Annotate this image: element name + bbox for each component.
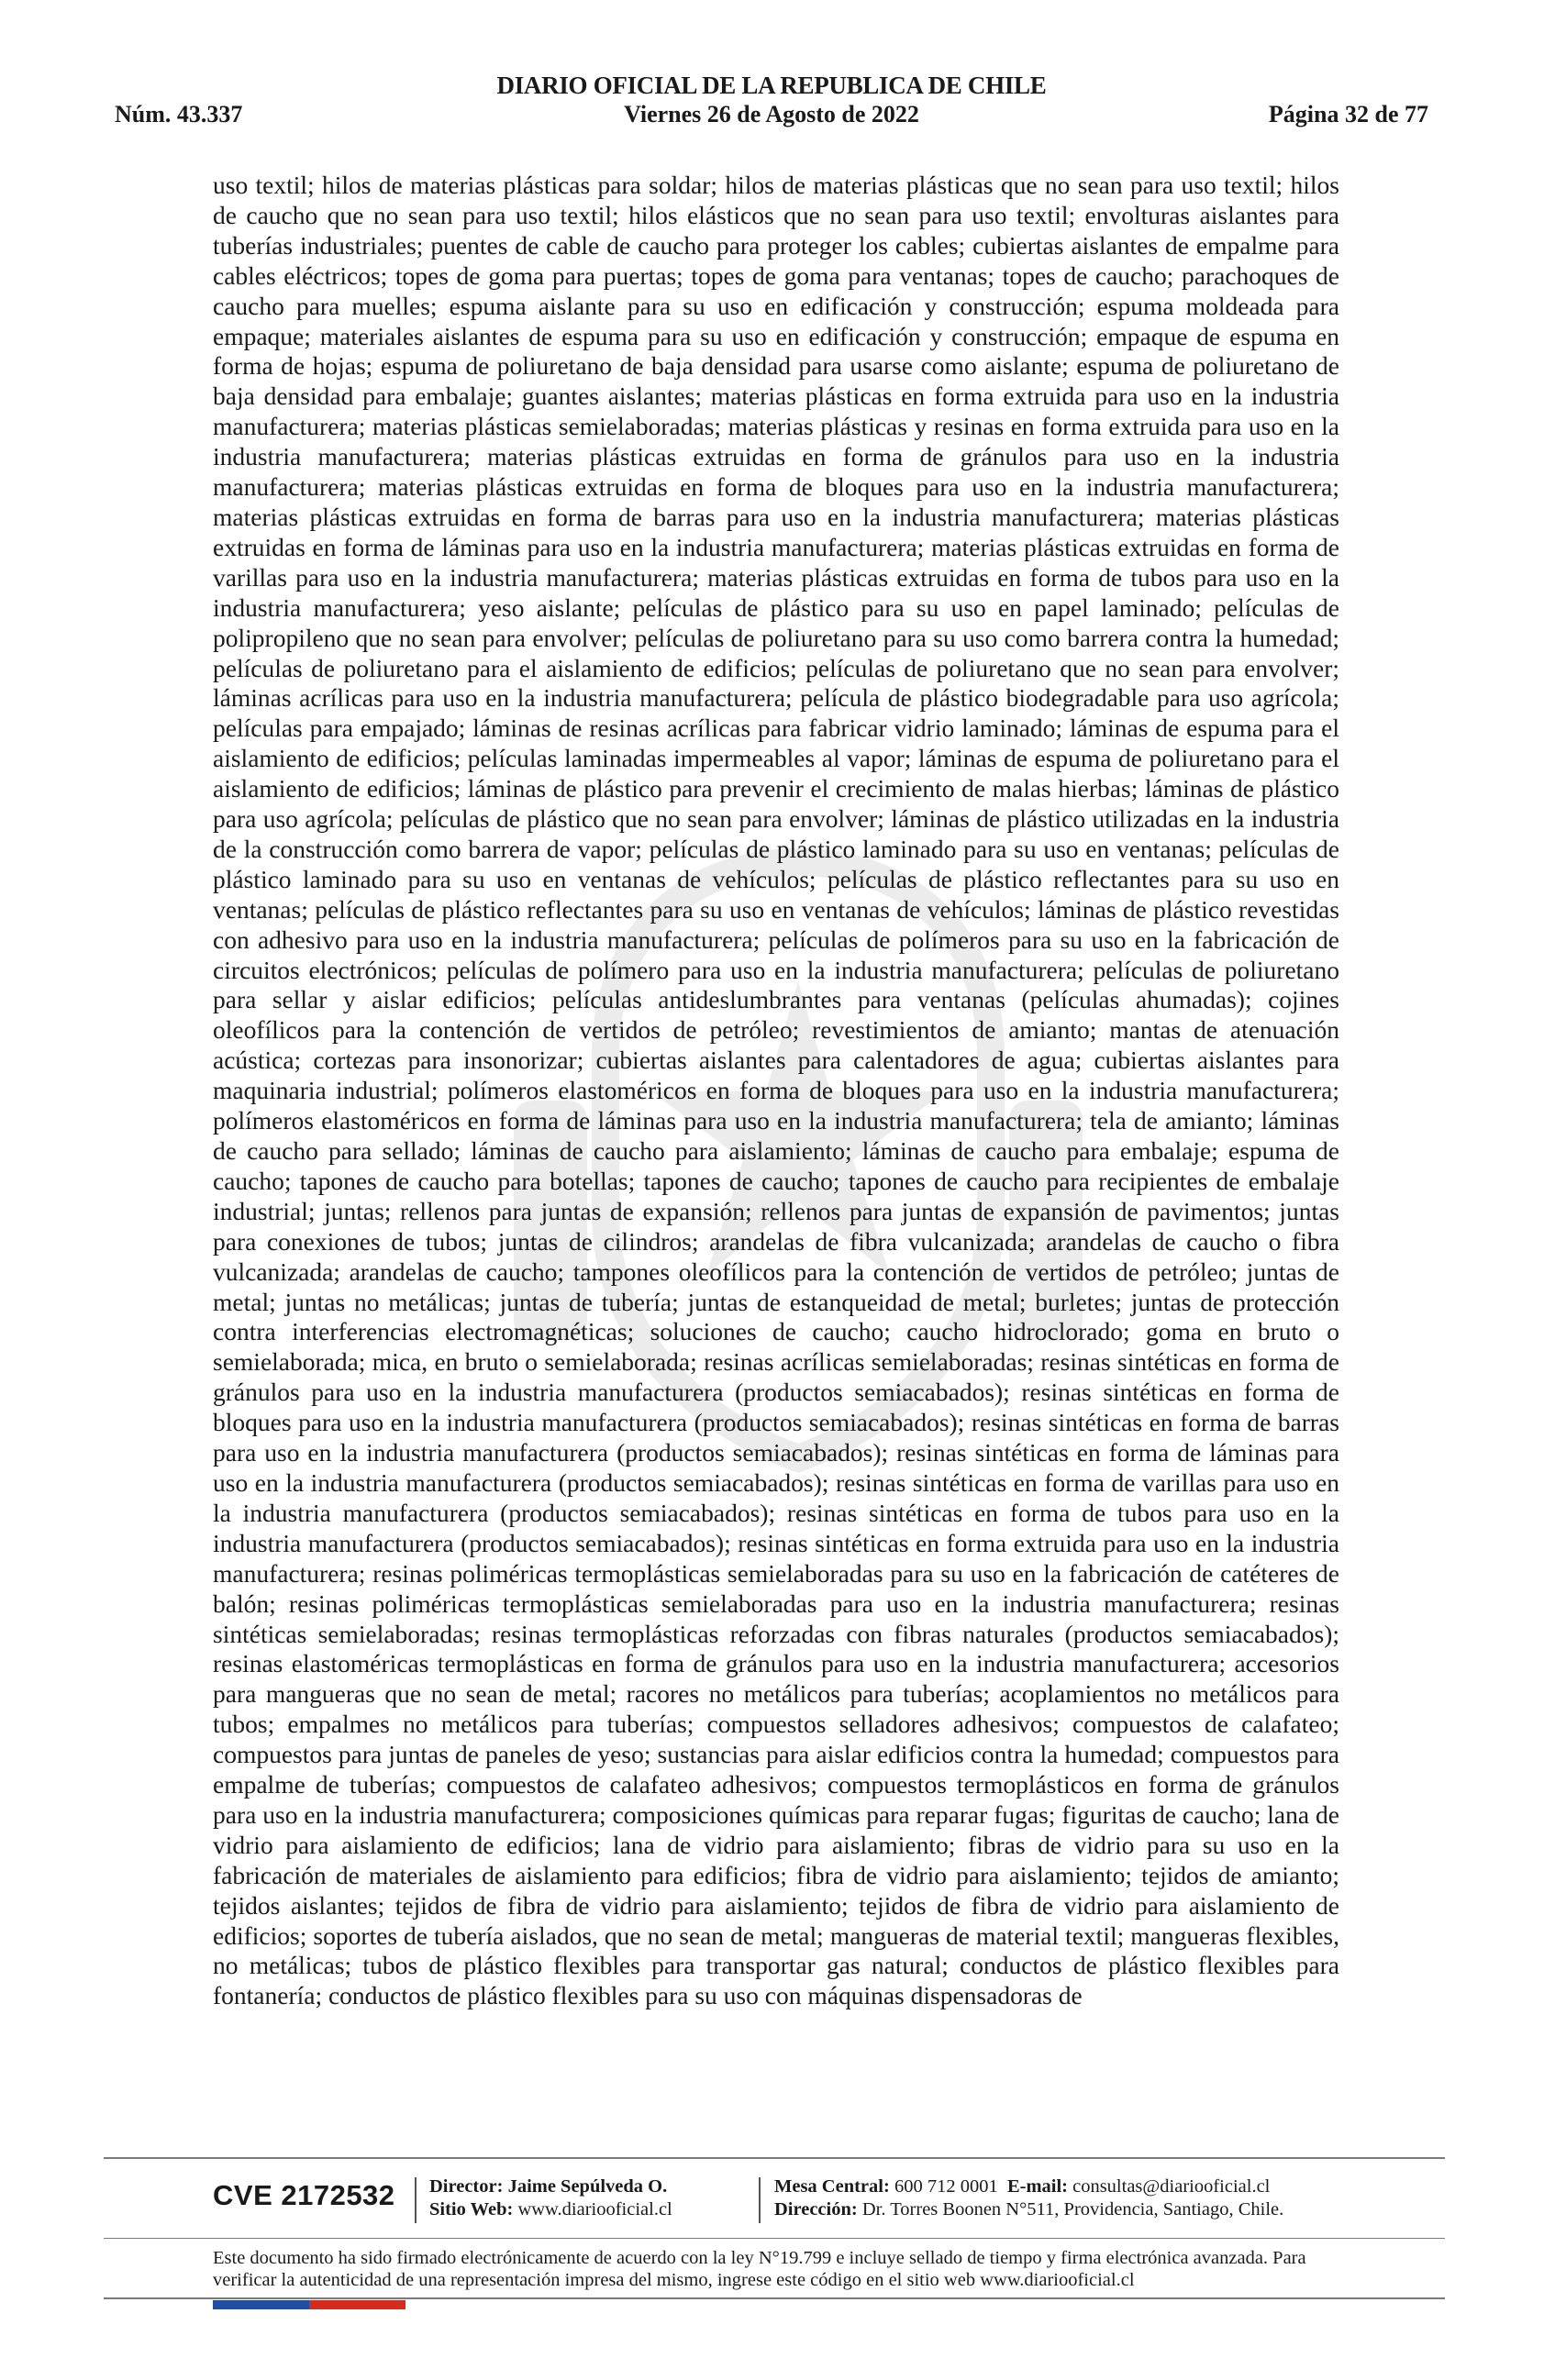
issue-number: Núm. 43.337 xyxy=(115,101,243,127)
legal-notice: Este documento ha sido firmado electrónicamente de acuerdo con la ley N°19.799 e incluye sellado de tiempo y firma electrónica avanzada. Para verificar la autenticidad de una representación impresa del mismo, ingrese este código en el sitio web www.diariooficial.cl xyxy=(213,2248,1306,2290)
mesa-phone: 600 712 0001 xyxy=(894,2176,998,2197)
body-paragraph: uso textil; hilos de materias plásticas para soldar; hilos de materias plásticas que no sean para uso textil; hilos de caucho que no sean para uso textil; hilos elásticos que no sean para uso textil; envolturas aislantes para tuberías industriales; puentes de cable de caucho para proteger los cables; cubiertas aislantes de empalme para cables eléctricos; topes de goma para puertas; topes de goma para ventanas; topes de caucho; parachoques de caucho para muelles; espuma aislante para su uso en edificación y construcción; espuma moldeada para empaque; materiales aislantes de espuma para su uso en edificación y construcción; empaque de espuma en forma de hojas; espuma de poliuretano de baja densidad para usarse como aislante; espuma de poliuretano de baja densidad para embalaje; guantes aislantes; materias plásticas en forma extruida para uso en la industria manufacturera; materias plásticas semielaboradas; materias plásticas y resinas en forma extruida para uso en la industria manufacturera; materias plásticas extruidas en forma de gránulos para uso en la industria manufacturera; materias plásticas extruidas en forma de bloques para uso en la industria manufacturera; materias plásticas extruidas en forma de barras para uso en la industria manufacturera; materias plásticas extruidas en forma de láminas para uso en la industria manufacturera; materias plásticas extruidas en forma de varillas para uso en la industria manufacturera; materias plásticas extruidas en forma de tubos para uso en la industria manufacturera; yeso aislante; películas de plástico para su uso en papel laminado; películas de polipropileno que no sean para envolver; películas de poliuretano para su uso como barrera contra la humedad; películas de poliuretano para el aislamiento de edificios; películas de poliuretano que no sean para envolver; láminas acrílicas para uso en la industria manufacturera; película de plástico biodegradable para uso agrícola; películas para empajado; láminas de resinas acrílicas para fabricar vidrio laminado; láminas de espuma para el aislamiento de edificios; películas laminadas impermeables al vapor; láminas de espuma de poliuretano para el aislamiento de edificios; láminas de plástico para prevenir el crecimiento de malas hierbas; láminas de plástico para uso agrícola; películas de plástico que no sean para envolver; láminas de plástico utilizadas en la industria de la construcción como barrera de vapor; películas de plástico laminado para su uso en ventanas; películas de plástico laminado para su uso en ventanas de vehículos; películas de plástico reflectantes para su uso en ventanas; películas de plástico reflectantes para su uso en ventanas de vehículos; láminas de plástico revestidas con adhesivo para uso en la industria manufacturera; películas de polímeros para su uso en la fabricación de circuitos electrónicos; películas de polímero para uso en la industria manufacturera; películas de poliuretano para sellar y aislar edificios; películas antideslumbrantes para ventanas (películas ahumadas); cojines oleofílicos para la contención de vertidos de petróleo; revestimientos de amianto; mantas de atenuación acústica; cortezas para insonorizar; cubiertas aislantes para calentadores de agua; cubiertas aislantes para maquinaria industrial; polímeros elastoméricos en forma de bloques para uso en la industria manufacturera; polímeros elastoméricos en forma de láminas para uso en la industria manufacturera; tela de amianto; láminas de caucho para sellado; láminas de caucho para aislamiento; láminas de caucho para embalaje; espuma de caucho; tapones de caucho para botellas; tapones de caucho; tapones de caucho para recipientes de embalaje industrial; juntas; rellenos para juntas de expansión; rellenos para juntas de expansión de pavimentos; juntas para conexiones de tubos; juntas de cilindros; arandelas de fibra vulcanizada; arandelas de caucho o fibra vulcanizada; arandelas de caucho; tampones oleofílicos para la contención de vertidos de petróleo; juntas de metal; juntas no metálicas; juntas de tubería; juntas de estanqueidad de metal; burletes; juntas de protección contra interferencias electromagnéticas; soluciones de caucho; caucho hidroclorado; goma en bruto o semielaborada; mica, en bruto o semielaborada; resinas acrílicas semielaboradas; resinas sintéticas en forma de gránulos para uso en la industria manufacturera (productos semiacabados); resinas sintéticas en forma de bloques para uso en la industria manufacturera (productos semiacabados); resinas sintéticas en forma de barras para uso en la industria manufacturera (productos semiacabados); resinas sintéticas en forma de láminas para uso en la industria manufacturera (productos semiacabados); resinas sintéticas en forma de varillas para uso en la industria manufacturera (productos semiacabados); resinas sintéticas en forma de tubos para uso en la industria manufacturera (productos semiacabados); resinas sintéticas en forma extruida para uso en la industria manufacturera; resinas poliméricas termoplásticas semielaboradas para su uso en la fabricación de catéteres de balón; resinas poliméricas termoplásticas semielaboradas para uso en la industria manufacturera; resinas sintéticas semielaboradas; resinas termoplásticas reforzadas con fibras naturales (productos semiacabados); resinas elastoméricas termoplásticas en forma de gránulos para uso en la industria manufacturera; accesorios para mangueras que no sean de metal; racores no metálicos para tuberías; acoplamientos no metálicos para tubos; empalmes no metálicos para tuberías; compuestos selladores adhesivos; compuestos de calafateo; compuestos para juntas de paneles de yeso; sustancias para aislar edificios contra la humedad; compuestos para empalme de tuberías; compuestos de calafateo adhesivos; compuestos termoplásticos en forma de gránulos para uso en la industria manufacturera; composiciones químicas para reparar fugas; figuritas de caucho; lana de vidrio para aislamiento de edificios; lana de vidrio para aislamiento; fibras de vidrio para su uso en la fabricación de materiales de aislamiento para edificios; fibra de vidrio para aislamiento; tejidos de amianto; tejidos aislantes; tejidos de fibra de vidrio para aislamiento; tejidos de fibra de vidrio para aislamiento de edificios; soportes de tubería aislados, que no sean de metal; mangueras de material textil; mangueras flexibles, no metálicas; tubos de plástico flexibles para transportar gas natural; conductos de plástico flexibles para fontanería; conductos de plástico flexibles para su uso con máquinas dispensadoras de xyxy=(213,171,1339,2010)
issue-date: Viernes 26 de Agosto de 2022 xyxy=(624,101,919,127)
footer-divider xyxy=(415,2177,417,2223)
footer-divider xyxy=(759,2177,761,2223)
flag-stripe-red xyxy=(309,2300,405,2309)
page-indicator: Página 32 de 77 xyxy=(1268,101,1428,127)
email-link[interactable]: consultas@diariooficial.cl xyxy=(1072,2176,1271,2197)
director-line xyxy=(429,2175,672,2198)
page-header xyxy=(115,72,1428,132)
website-line xyxy=(429,2198,672,2221)
website-link[interactable]: www.diariooficial.cl xyxy=(517,2199,672,2219)
address-line xyxy=(774,2198,1283,2221)
footer-info xyxy=(213,2174,1339,2229)
mesa-label: Mesa Central: xyxy=(774,2176,890,2197)
email-label: E-mail: xyxy=(1006,2176,1068,2197)
director-label: Director: xyxy=(429,2176,504,2197)
address-label: Dirección: xyxy=(774,2199,858,2219)
address-value: Dr. Torres Boonen N°511, Providencia, Santiago, Chile. xyxy=(861,2199,1284,2219)
website-label: Sitio Web: xyxy=(429,2199,514,2219)
footer-bottom-rule xyxy=(104,2297,1445,2299)
director-name: Jaime Sepúlveda O. xyxy=(507,2176,668,2197)
contact-block xyxy=(774,2175,1283,2221)
director-block xyxy=(429,2175,672,2221)
cve-code: CVE 2172532 xyxy=(213,2179,395,2211)
footer-top-rule xyxy=(104,2157,1445,2159)
footer-middle-rule xyxy=(104,2238,1445,2239)
flag-stripe-blue xyxy=(213,2300,309,2309)
gazette-title: DIARIO OFICIAL DE LA REPUBLICA DE CHILE xyxy=(496,72,1047,99)
contact-line xyxy=(774,2175,1283,2198)
